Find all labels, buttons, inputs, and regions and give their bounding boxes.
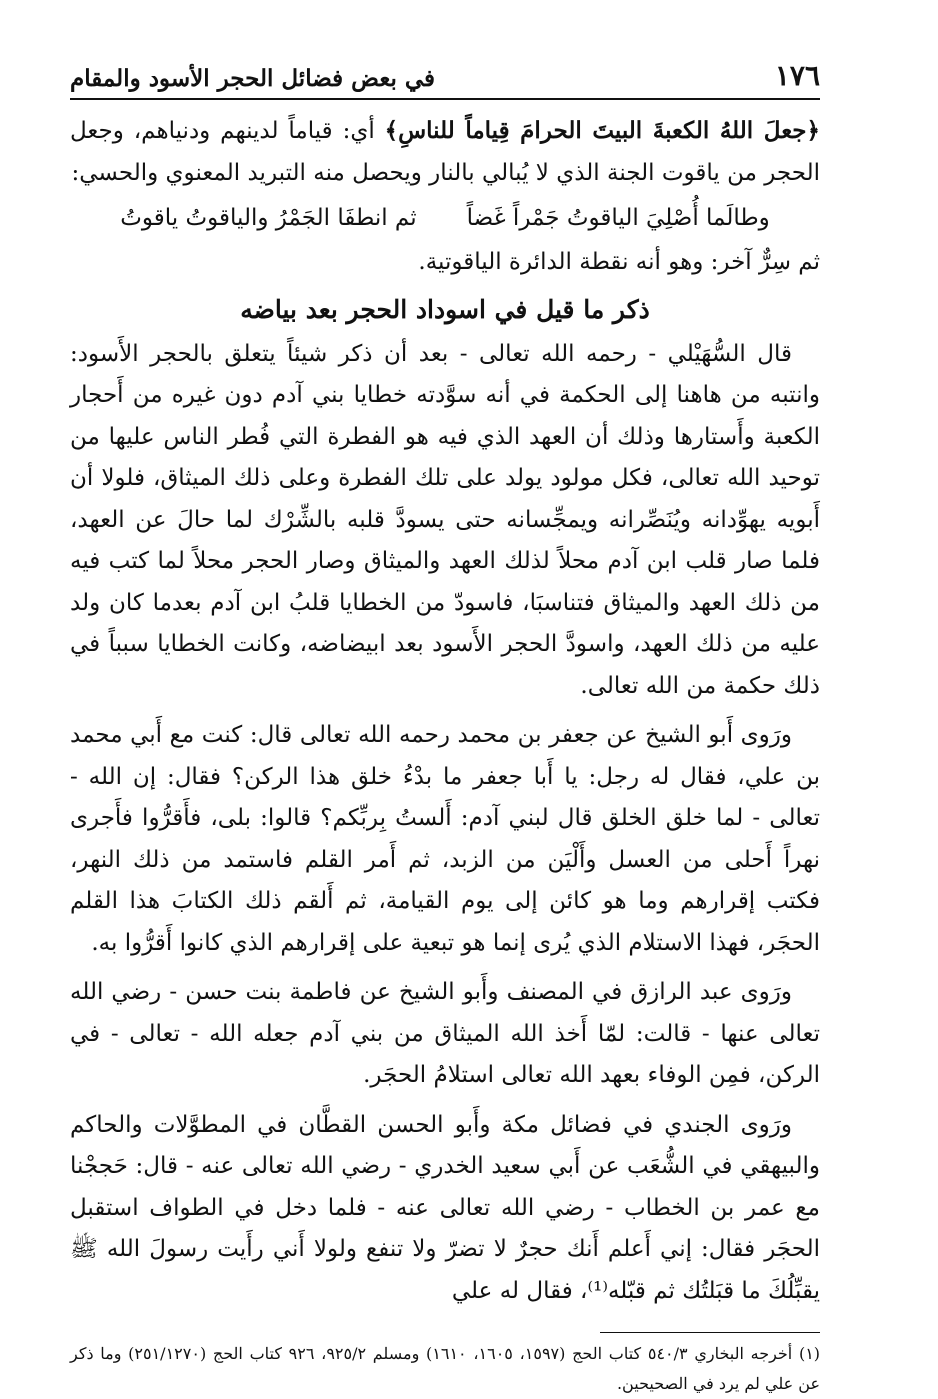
poetry-verse <box>70 196 820 240</box>
page-header <box>70 48 820 100</box>
paragraph-jundi: ورَوى الجندي في فضائل مكة وأَبو الحسن القطَّان في المطوَّلات والحاكم والبيهقي في الشُّعَب عن أَبي سعيد الخدري - رضي الله تعالى عنه - قال: حَججْنا مع عمر بن الخطاب - رضي الله تعالى عنه - فلما دخل في الطواف استقبل الحجَر فقال: إني أَعلم أَنك حجرٌ لا تضرّ ولا تنفع ولولا أَني رأَيت رسولَ الله ﷺ يقبِّلُكَ ما قبَلتُك ثم قبّله⁽¹⁾، فقال له علي <box>70 1111 820 1304</box>
hemistich-first: وطالَما أُصْلِيَ الياقوتُ جَمْراً غَضاً <box>466 205 770 231</box>
quran-verse: ﴿جعلَ اللهُ الكعبةَ البيتَ الحرامَ قِياماً للناسِ﴾ <box>384 117 820 144</box>
book-page <box>70 48 820 1399</box>
page-number: ١٧٦ <box>774 59 820 92</box>
section-heading: ذكر ما قيل في اسوداد الحجر بعد بياضه <box>240 294 650 324</box>
intro-text: أي: قياماً لدينهم ودنياهم، وجعل الحجر من ياقوت الجنة الذي لا يُبالي بالنار ويحصل منه التبريد المعنوي والحسي: <box>70 118 820 186</box>
paragraph-abdul-razzaq: ورَوى عبد الرازق في المصنف وأَبو الشيخ عن فاطمة بنت حسن - رضي الله تعالى عنها - قالت: لمّا أَخذ الله الميثاق من بني آدم جعله الله - تعالى - في الركن، فمِن الوفاء بعهد الله تعالى استلامُ الحجَر. <box>70 979 820 1088</box>
running-title: في بعض فضائل الحجر الأسود والمقام <box>70 65 436 92</box>
paragraph-suhayli: قال السُّهَيْلي - رحمه الله تعالى - بعد أن ذكر شيئاً يتعلق بالحجر الأَسود: وانتبه من هاهنا إلى الحكمة في أنه سوَّدته خطايا بني آدم دون غيره من أَحجار الكعبة وأَستارها وذلك أن العهد الذي فيه هو الفطرة التي فُطر الناس عليها من توحيد الله تعالى، فكل مولود يولد على تلك الفطرة وعلى ذلك الميثاق، فلولا أن أَبويه يهوِّدانه ويُنَصِّرانه ويمجِّسانه حتى يسودَّ قلبه بالشِّرْك لما حالَ عن العهد، فلما صار قلب ابن آدم محلاً لذلك العهد والميثاق وصار الحجر محلاً لما كتب فيه من ذلك العهد والميثاق فتناسبَا، فاسودّ من الخطايا قلبُ ابن آدم بعدما كان ولد عليه من ذلك العهد، واسودَّ الحجر الأَسود بعد ابيضاضه، وكانت الخطايا سبباً في ذلك حكمة من الله تعالى. <box>70 340 820 699</box>
intro-paragraph <box>70 110 820 194</box>
footnote-1: (١) أخرجه البخاري ٥٤٠/٣ كتاب الحج (١٥٩٧، ١٦٠٥، ١٦١٠) ومسلم ٩٢٥/٢، ٩٢٦ كتاب الحج (٢٥١/١٢٧٠) وما ذكر عن علي لم يرد في الصحيحين. <box>70 1344 821 1393</box>
footnote-divider <box>600 1332 820 1333</box>
hemistich-second: ثم انطفَا الجَمْرُ والياقوتُ ياقوتُ <box>120 205 417 231</box>
secret-line: ثم سِرٌّ آخر: وهو أنه نقطة الدائرة الياقوتية. <box>418 249 820 275</box>
paragraph-abu-shaykh: ورَوى أَبو الشيخ عن جعفر بن محمد رحمه الله تعالى قال: كنت مع أَبي محمد بن علي، فقال له رجل: يا أَبا جعفر ما بدْءُ خلق هذا الركن؟ فقال: إن الله - تعالى - لما خلق الخلق قال لبني آدم: أَلستُ بِربِّكم؟ قالوا: بلى، فأَقرُّوا فأَجرى نهراً أَحلى من العسل وأَلْيَن من الزبد، ثم أَمر القلم فاستمد من ذلك النهر، فكتب إقرارهم وما هو كائن إلى يوم القيامة، ثم أَلقم ذلك الكتابَ هذا القلم الحجَر، فهذا الاستلام الذي يُرى إنما هو تبعية على إقرارهم الذي كانوا أَقرُّوا به. <box>70 722 820 956</box>
